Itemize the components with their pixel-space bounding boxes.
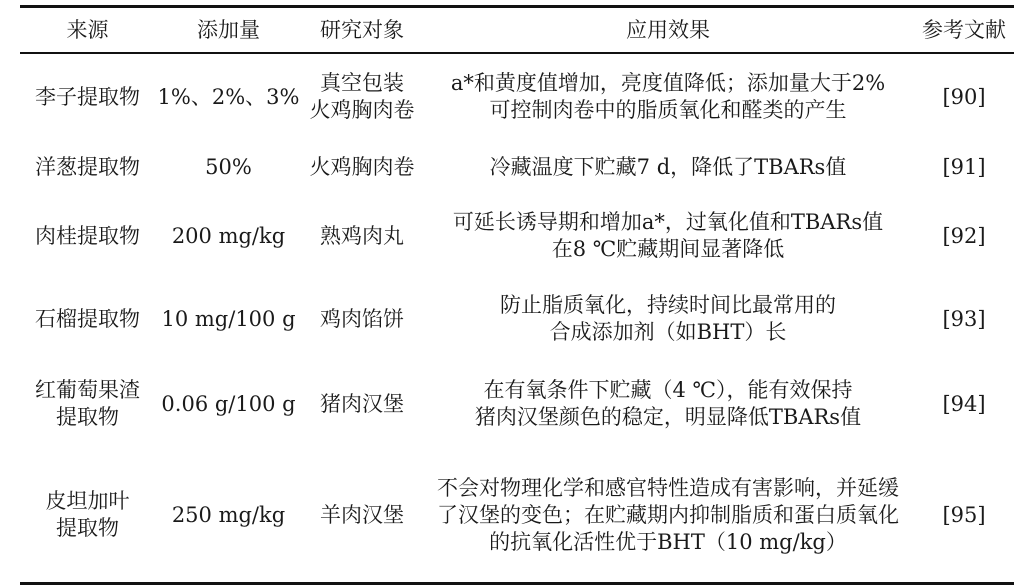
cell-object bbox=[302, 360, 422, 448]
cell-reference: [91] bbox=[942, 154, 986, 179]
cell-effect bbox=[422, 140, 914, 194]
cell-line: 红葡萄果渣 bbox=[35, 378, 140, 402]
table-row bbox=[20, 194, 1014, 278]
data-table bbox=[20, 5, 1014, 585]
cell-amount: 0.06 g/100 g bbox=[161, 391, 296, 416]
header-object: 研究对象 bbox=[320, 17, 404, 42]
cell-object bbox=[302, 278, 422, 360]
cell-reference: [95] bbox=[942, 502, 986, 527]
cell-amount: 200 mg/kg bbox=[171, 223, 286, 248]
cell-source bbox=[20, 448, 155, 584]
cell-reference: [92] bbox=[942, 223, 986, 248]
cell-line: 李子提取物 bbox=[35, 84, 140, 109]
header-effect: 应用效果 bbox=[626, 17, 710, 42]
cell-line: 不会对物理化学和感官特性造成有害影响，并延缓 bbox=[437, 475, 899, 500]
cell-effect bbox=[422, 194, 914, 278]
cell-object bbox=[302, 140, 422, 194]
cell-line: 真空包装 bbox=[320, 71, 404, 95]
cell-amount: 10 mg/100 g bbox=[161, 306, 296, 331]
cell-line: 可控制肉卷中的脂质氧化和醛类的产生 bbox=[489, 98, 847, 122]
cell-source bbox=[20, 194, 155, 278]
cell-amount: 1%、2%、3% bbox=[157, 84, 300, 109]
cell-reference: [94] bbox=[942, 391, 986, 416]
cell-line: 提取物 bbox=[56, 405, 119, 429]
cell-line: 防止脂质氧化，持续时间比最常用的 bbox=[500, 293, 836, 317]
cell-line: 了汉堡的变色；在贮藏期内抑制脂质和蛋白质氧化 bbox=[437, 502, 899, 527]
cell-line: 在有氧条件下贮藏（4 ℃），能有效保持 bbox=[483, 378, 853, 402]
cell-object bbox=[302, 53, 422, 140]
cell-line: 石榴提取物 bbox=[35, 306, 140, 331]
cell-line: 皮坦加叶 bbox=[45, 489, 130, 513]
cell-line: 火鸡胸肉卷 bbox=[309, 154, 415, 179]
header-row bbox=[20, 7, 1014, 54]
cell-line: 提取物 bbox=[56, 516, 119, 540]
header-amount: 添加量 bbox=[197, 17, 260, 42]
cell-line: a*和黄度值增加，亮度值降低；添加量大于2% bbox=[450, 71, 886, 95]
cell-line: 猪肉汉堡 bbox=[320, 391, 404, 416]
cell-line: 洋葱提取物 bbox=[35, 154, 140, 179]
cell-line: 火鸡胸肉卷 bbox=[309, 98, 415, 122]
cell-effect bbox=[422, 53, 914, 140]
cell-object bbox=[302, 194, 422, 278]
cell-object bbox=[302, 448, 422, 584]
cell-effect bbox=[422, 448, 914, 584]
table-row bbox=[20, 278, 1014, 360]
table-row bbox=[20, 448, 1014, 584]
cell-line: 熟鸡肉丸 bbox=[320, 223, 404, 248]
cell-effect bbox=[422, 360, 914, 448]
cell-source bbox=[20, 140, 155, 194]
cell-line: 猪肉汉堡颜色的稳定，明显降低TBARs值 bbox=[474, 405, 862, 429]
cell-line: 合成添加剂（如BHT）长 bbox=[549, 320, 787, 344]
cell-effect bbox=[422, 278, 914, 360]
cell-line: 冷藏温度下贮藏7 d，降低了TBARs值 bbox=[489, 154, 847, 179]
cell-line: 肉桂提取物 bbox=[35, 223, 140, 248]
table-row bbox=[20, 53, 1014, 140]
cell-source bbox=[20, 278, 155, 360]
cell-source bbox=[20, 360, 155, 448]
cell-line: 羊肉汉堡 bbox=[320, 502, 404, 527]
table-row bbox=[20, 360, 1014, 448]
cell-line: 的抗氧化活性优于BHT（10 mg/kg） bbox=[489, 529, 847, 554]
header-reference: 参考文献 bbox=[922, 17, 1006, 42]
cell-reference: [90] bbox=[942, 84, 986, 109]
cell-line: 可延长诱导期和增加a*，过氧化值和TBARs值 bbox=[452, 210, 884, 234]
cell-line: 鸡肉馅饼 bbox=[320, 306, 404, 331]
table-row bbox=[20, 140, 1014, 194]
cell-amount: 250 mg/kg bbox=[171, 502, 286, 527]
cell-line: 在8 ℃贮藏期间显著降低 bbox=[551, 237, 785, 261]
header-source: 来源 bbox=[66, 17, 109, 42]
cell-reference: [93] bbox=[942, 306, 986, 331]
cell-amount: 50% bbox=[205, 154, 252, 179]
cell-source bbox=[20, 53, 155, 140]
